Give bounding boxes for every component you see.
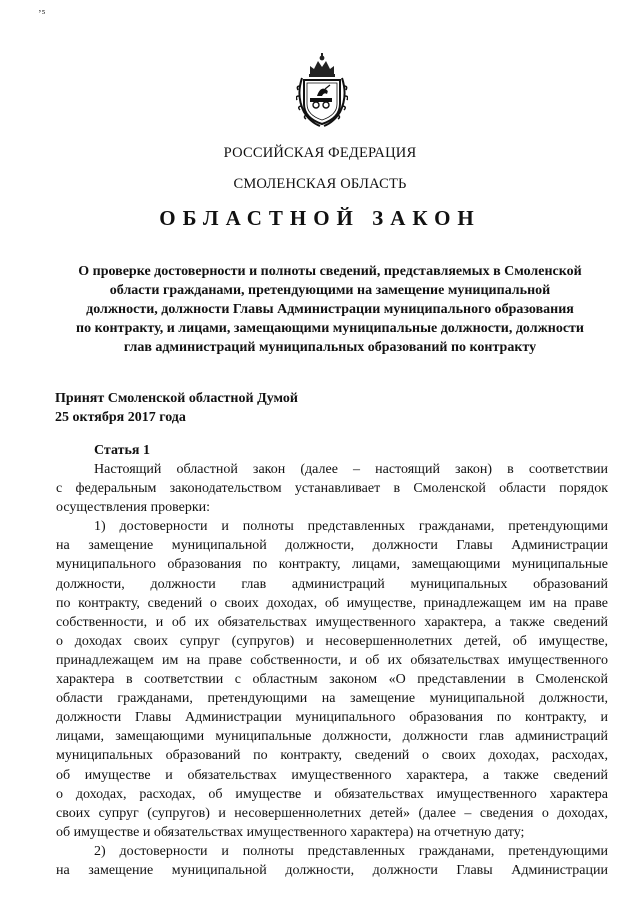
body-line: 1) достоверности и полноты представленных гражданами, претендующими [94, 519, 608, 535]
body-line: лицами, замещающими муниципальные должности, должности глав администраций [56, 729, 608, 745]
body-line: характера в соответствии с областным законом «О представлении в Смоленской [56, 672, 608, 688]
law-title-line: должности, должности Главы Администрации муниципального образования [86, 302, 574, 317]
article-heading: Статья 1 [94, 443, 150, 458]
law-title-line: по контракту, и лицами, замещающими муниципальные должности, должности [76, 321, 584, 336]
coat-of-arms-emblem [296, 52, 348, 128]
body-line: на замещение муниципальной должности, должности Главы Администрации [56, 862, 608, 878]
adoption-info [55, 389, 298, 427]
body-line: своих супруг (супругов) и несовершеннолетних детей» (далее – сведения о доходах, [56, 805, 608, 821]
body-line: области гражданами, претендующими на замещение муниципальной должности, [56, 691, 608, 707]
adoption-body: Принят Смоленской областной Думой [55, 391, 298, 406]
country-heading: РОССИЙСКАЯ ФЕДЕРАЦИЯ [223, 145, 417, 161]
body-line: принадлежащем им на праве собственности, и об их обязательствах имущественного [56, 652, 608, 668]
body-line: по контракту, сведений о своих доходах, об имуществе, принадлежащем им на праве [56, 595, 608, 611]
law-title-line: глав администраций муниципальных образований по контракту [123, 340, 537, 355]
body-line: об имуществе и обязательствах имущественного характера, а также сведений [56, 767, 608, 783]
law-title-line: О проверке достоверности и полноты сведений, представляемых в Смоленской [78, 264, 582, 279]
body-line: должности Главы Администрации муниципального образования по контракту, и [56, 710, 608, 726]
body-line: Настоящий областной закон (далее – настоящий закон) в соответствии [94, 462, 608, 477]
body-line: муниципального образования по контракту, лицами, замещающими муниципальные [56, 557, 608, 573]
body-line: муниципальных образований по контракту, сведений о своих доходах, расходах, [56, 748, 608, 764]
body-line: о доходах, расходах, об имуществе и обязательствах имущественного характера [56, 786, 608, 802]
body-line: должности, должности глав администраций муниципальных образований [56, 576, 608, 592]
body-line: осуществления проверки: [56, 500, 211, 516]
body-line: о доходах своих супруг (супругов) и несовершеннолетних детей, об имуществе, [56, 633, 608, 649]
region-heading: СМОЛЕНСКАЯ ОБЛАСТЬ [233, 176, 407, 192]
body-line: об имуществе и обязательствах имущественного характера) на отчетную дату; [56, 824, 525, 840]
body-line: на замещение муниципальной должности, должности Главы Администрации [56, 538, 608, 554]
law-title-line: области гражданами, претендующими на замещение муниципальной [109, 283, 551, 298]
body-line: собственности, и об их обязательствах имущественного характера, а также сведений [56, 614, 608, 630]
corner-handwritten-mark: ʼ⁵ [38, 8, 46, 20]
law-title [48, 262, 612, 357]
body-line: с федеральным законодательством устанавливает в Смоленской области порядок [56, 481, 608, 497]
adoption-date: 25 октября 2017 года [55, 410, 186, 425]
article-body [56, 460, 608, 880]
body-line: 2) достоверности и полноты представленных гражданами, претендующими [94, 843, 608, 859]
law-type-heading: ОБЛАСТНОЙ ЗАКОН [159, 206, 481, 230]
